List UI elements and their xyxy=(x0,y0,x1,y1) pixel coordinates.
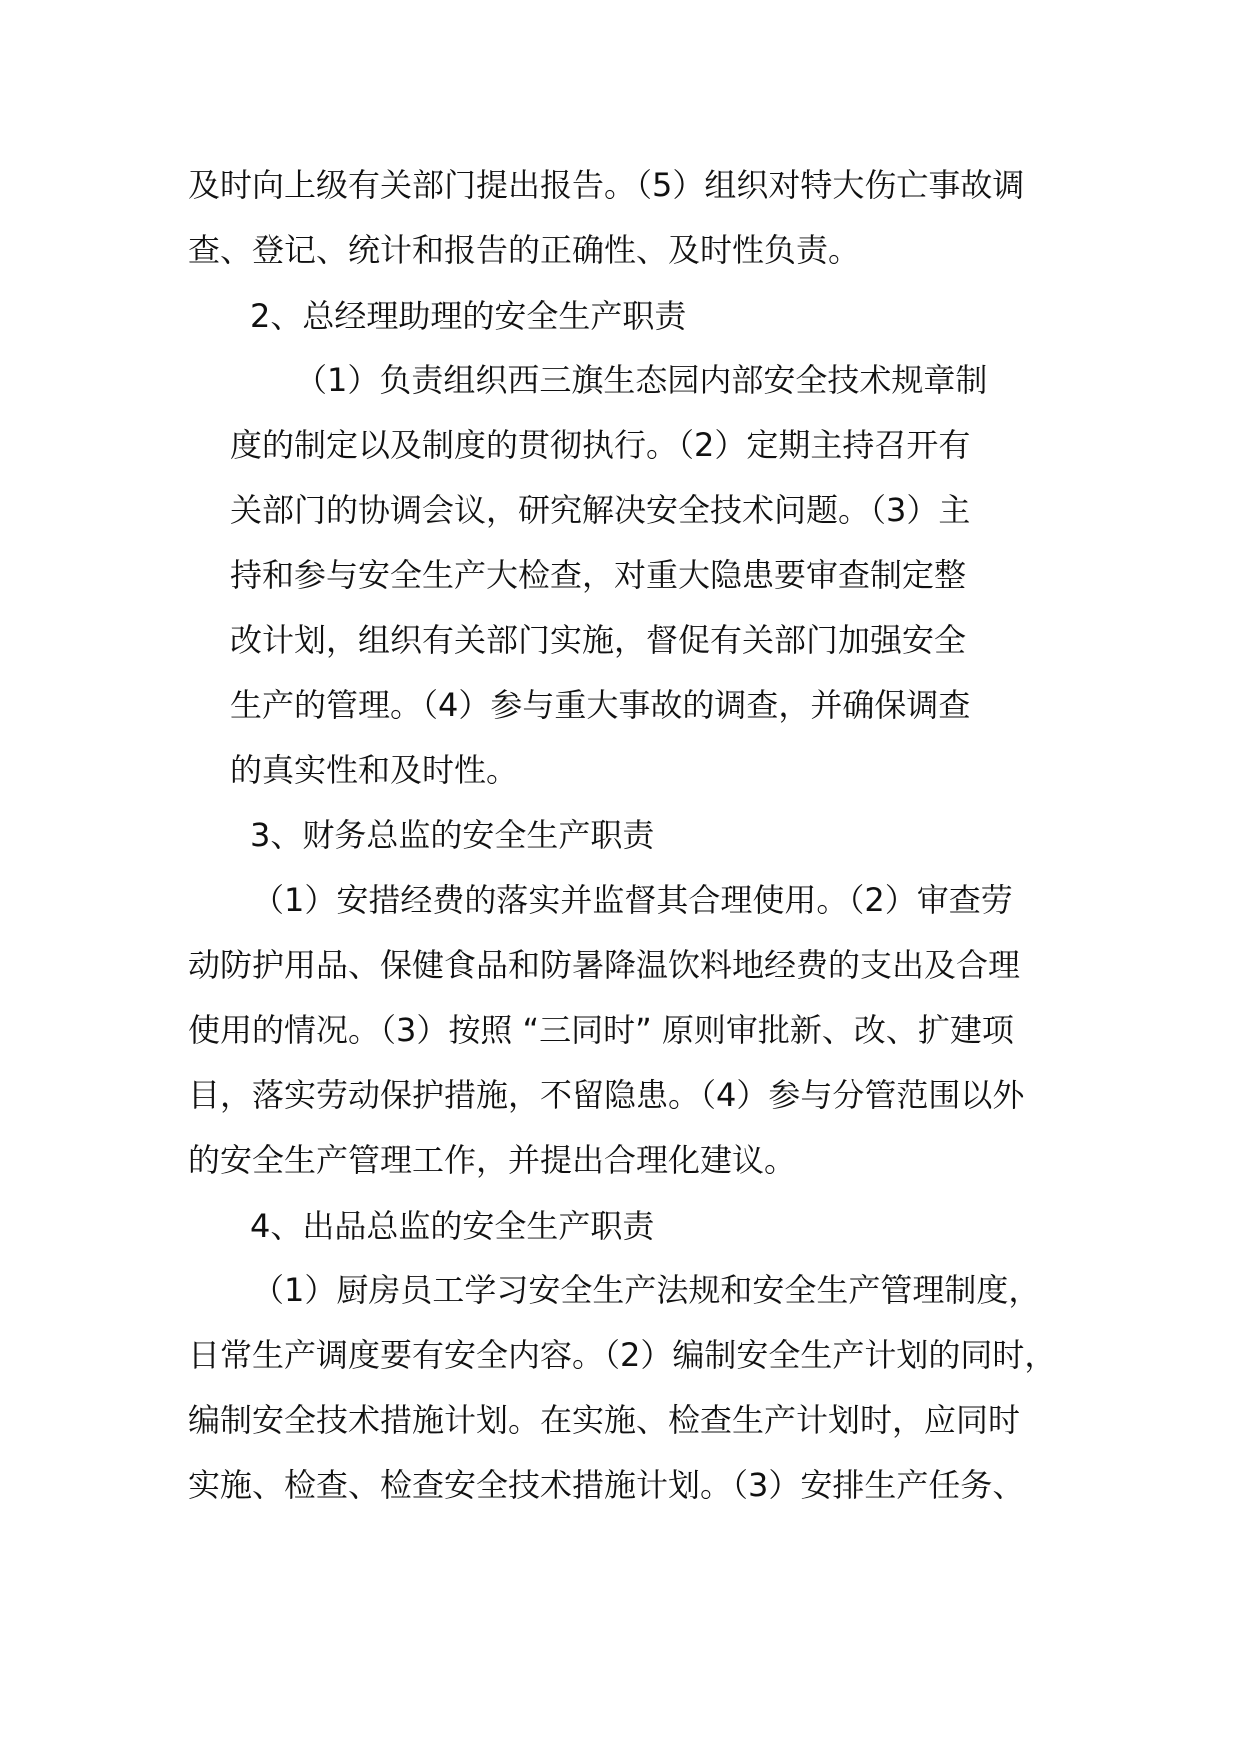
text-line-15: 目，落实劳动保护措施，不留隐患。（4）参与分管范围以外 xyxy=(188,1076,1025,1114)
text-line-5: 度的制定以及制度的贯彻执行。（2）定期主持召开有 xyxy=(230,426,971,464)
section-heading-3: 3、财务总监的安全生产职责 xyxy=(250,816,655,854)
text-line-7: 持和参与安全生产大检查，对重大隐患要审查制定整 xyxy=(230,556,967,594)
text-line-14: 使用的情况。（3）按照 “三同时” 原则审批新、改、扩建项 xyxy=(188,1011,1014,1049)
section-heading-2: 2、总经理助理的安全生产职责 xyxy=(250,297,687,335)
text-line-4: （1）负责组织西三旗生态园内部安全技术规章制 xyxy=(295,361,988,399)
text-line-12: （1）安措经费的落实并监督其合理使用。（2）审查劳 xyxy=(252,881,1013,919)
text-line-6: 关部门的协调会议，研究解决安全技术问题。（3）主 xyxy=(230,491,971,529)
text-line-19: 日常生产调度要有安全内容。（2）编制安全生产计划的同时， xyxy=(188,1336,1057,1374)
text-line-13: 动防护用品、保健食品和防暑降温饮料地经费的支出及合理 xyxy=(188,946,1021,984)
text-line-18: （1）厨房员工学习安全生产法规和安全生产管理制度， xyxy=(252,1271,1041,1309)
text-line-8: 改计划，组织有关部门实施，督促有关部门加强安全 xyxy=(230,621,967,659)
text-line-2: 查、登记、统计和报告的正确性、及时性负责。 xyxy=(188,231,861,269)
section-heading-4: 4、出品总监的安全生产职责 xyxy=(250,1207,655,1245)
text-line-10: 的真实性和及时性。 xyxy=(230,751,519,789)
text-line-21: 实施、检查、检查安全技术措施计划。（3）安排生产任务、 xyxy=(188,1466,1025,1504)
text-line-1: 及时向上级有关部门提出报告。（5）组织对特大伤亡事故调 xyxy=(188,166,1025,204)
text-line-16: 的安全生产管理工作，并提出合理化建议。 xyxy=(188,1141,797,1179)
text-line-9: 生产的管理。（4）参与重大事故的调查，并确保调查 xyxy=(230,686,971,724)
text-line-20: 编制安全技术措施计划。在实施、检查生产计划时，应同时 xyxy=(188,1401,1021,1439)
